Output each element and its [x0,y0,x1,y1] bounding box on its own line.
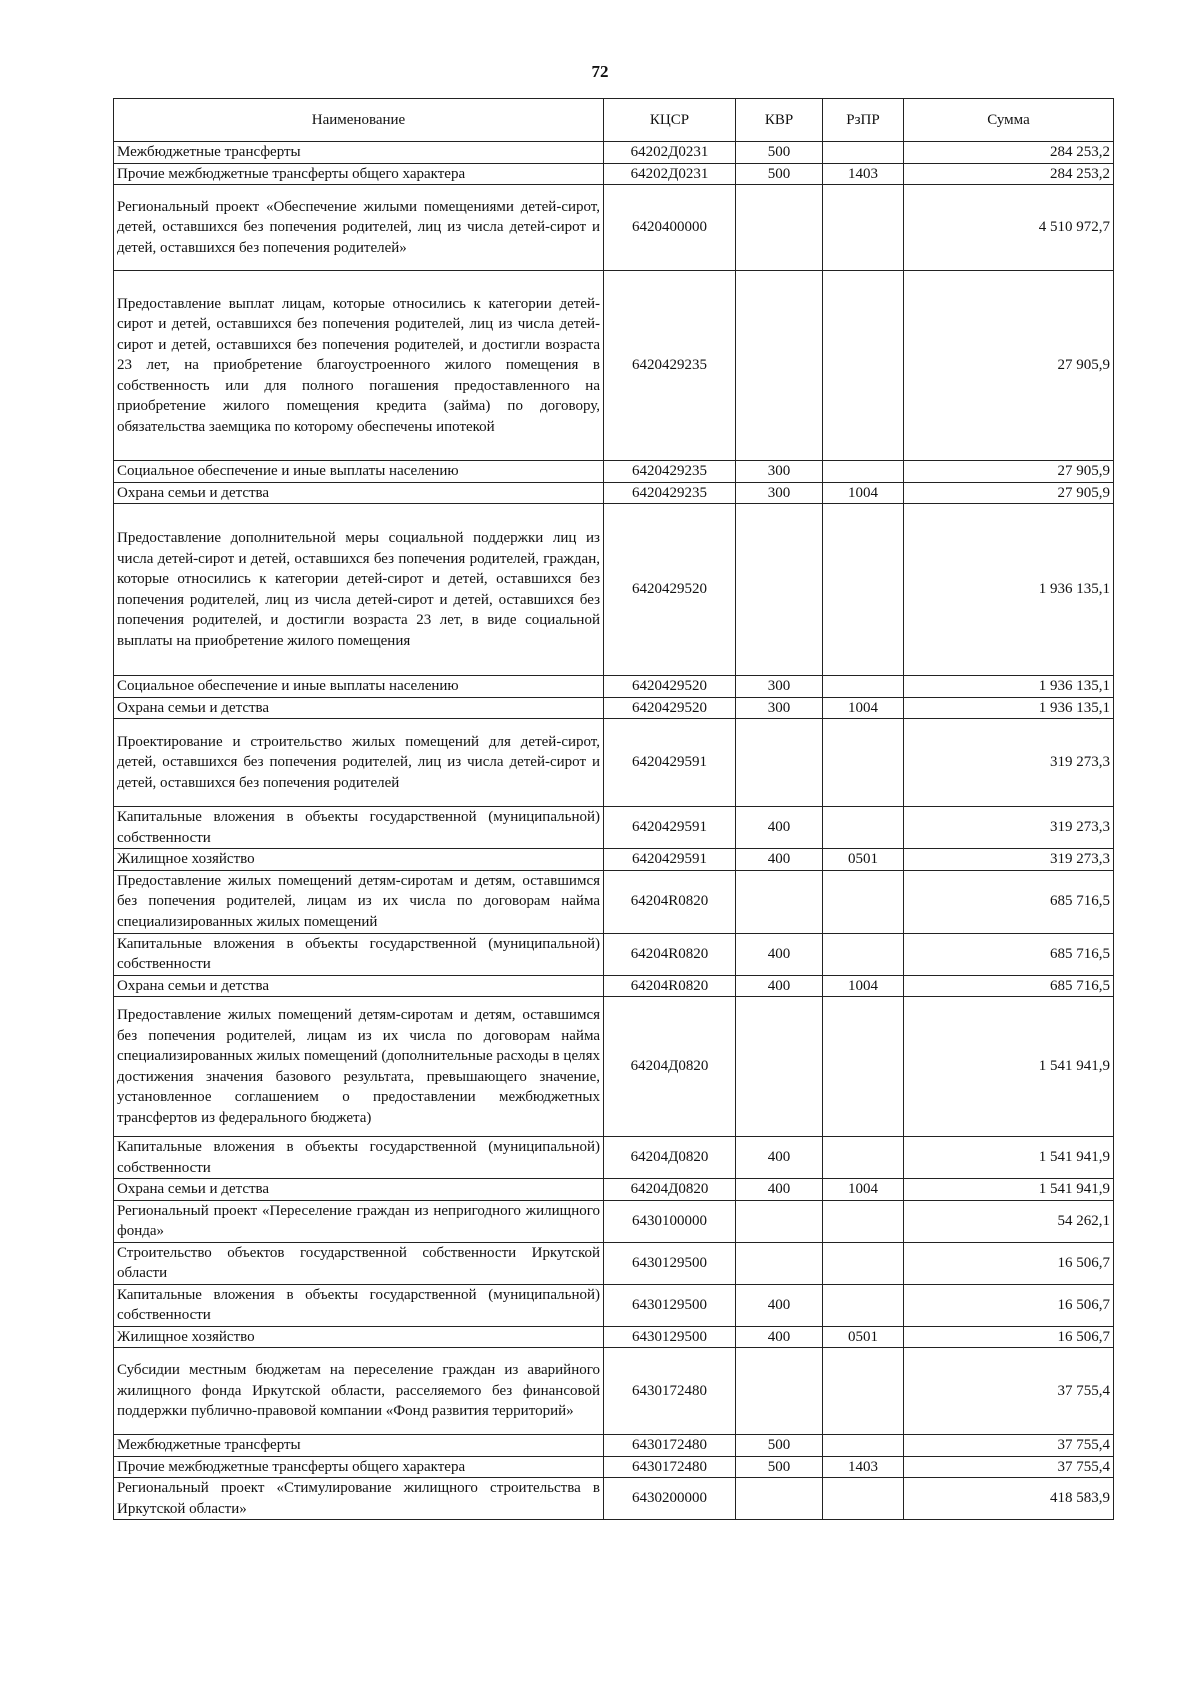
cell-sum: 27 905,9 [904,271,1114,461]
cell-sum: 16 506,7 [904,1284,1114,1326]
cell-rzpr: 0501 [823,849,904,871]
cell-name: Предоставление дополнительной меры социальной поддержки лиц из числа детей-сирот и детей, оставшихся без попечения родителей, граждан, которые относились к категории детей-сирот и детей, оставшихся без попечения родителей, лиц из числа детей-сирот и детей, оставшихся без попечения родителей, и достигли возраста 23 лет, в виде социальной выплаты на приобретение жилого помещения [114,504,604,676]
cell-kvr: 500 [736,142,823,164]
cell-kvr [736,504,823,676]
header-kvr: КВР [736,99,823,142]
cell-rzpr: 1004 [823,1179,904,1201]
table-row [114,504,1114,676]
cell-kcsr: 6420429235 [604,482,736,504]
cell-name: Социальное обеспечение и иные выплаты населению [114,676,604,698]
cell-kcsr: 6430172480 [604,1456,736,1478]
cell-kvr: 300 [736,697,823,719]
budget-table-body [114,142,1114,1520]
table-row [114,1242,1114,1284]
table-row [114,461,1114,483]
cell-kcsr: 6430129500 [604,1326,736,1348]
cell-rzpr [823,997,904,1137]
cell-name: Прочие межбюджетные трансферты общего характера [114,163,604,185]
cell-rzpr [823,807,904,849]
cell-name: Межбюджетные трансферты [114,142,604,164]
cell-kvr: 400 [736,807,823,849]
table-row [114,676,1114,698]
table-row [114,1326,1114,1348]
table-row [114,142,1114,164]
cell-rzpr [823,142,904,164]
cell-rzpr [823,461,904,483]
cell-kcsr: 6430129500 [604,1242,736,1284]
cell-rzpr [823,933,904,975]
cell-rzpr [823,676,904,698]
cell-kcsr: 64202Д0231 [604,142,736,164]
cell-kvr [736,271,823,461]
cell-rzpr [823,271,904,461]
cell-sum: 685 716,5 [904,933,1114,975]
cell-name: Капитальные вложения в объекты государственной (муниципальной) собственности [114,933,604,975]
cell-kvr: 300 [736,482,823,504]
cell-rzpr [823,1242,904,1284]
cell-name: Межбюджетные трансферты [114,1435,604,1457]
table-row [114,719,1114,807]
cell-kcsr: 6430200000 [604,1478,736,1520]
cell-name: Региональный проект «Обеспечение жилыми помещениями детей-сирот, детей, оставшихся без попечения родителей, лиц из числа детей-сирот и детей, оставшихся без попечения родителей» [114,185,604,271]
table-row [114,482,1114,504]
table-row [114,933,1114,975]
cell-kvr: 300 [736,461,823,483]
cell-sum: 1 541 941,9 [904,1179,1114,1201]
cell-sum: 27 905,9 [904,461,1114,483]
cell-rzpr: 1403 [823,163,904,185]
cell-kcsr: 6420400000 [604,185,736,271]
cell-kcsr: 6420429235 [604,271,736,461]
cell-rzpr: 0501 [823,1326,904,1348]
cell-kvr: 400 [736,1326,823,1348]
cell-kvr: 400 [736,1137,823,1179]
table-row [114,1348,1114,1435]
page-number: 72 [591,62,609,81]
cell-kvr [736,1242,823,1284]
table-row [114,849,1114,871]
cell-sum: 37 755,4 [904,1456,1114,1478]
cell-sum: 284 253,2 [904,142,1114,164]
table-header-row [114,99,1114,142]
cell-name: Охрана семьи и детства [114,1179,604,1201]
cell-kcsr: 6420429235 [604,461,736,483]
cell-kcsr: 64204Д0820 [604,997,736,1137]
cell-kcsr: 6430172480 [604,1348,736,1435]
cell-name: Жилищное хозяйство [114,1326,604,1348]
cell-name: Предоставление жилых помещений детям-сиротам и детям, оставшимся без попечения родителей, лицам из их числа по договорам найма специализированных жилых помещений [114,870,604,933]
table-row [114,185,1114,271]
table-row [114,1284,1114,1326]
cell-name: Охрана семьи и детства [114,482,604,504]
cell-rzpr [823,1478,904,1520]
table-row [114,697,1114,719]
cell-sum: 54 262,1 [904,1200,1114,1242]
cell-kcsr: 6420429520 [604,697,736,719]
cell-rzpr [823,1200,904,1242]
cell-kvr: 300 [736,676,823,698]
cell-rzpr [823,1348,904,1435]
cell-kcsr: 64204R0820 [604,975,736,997]
cell-kvr [736,870,823,933]
cell-name: Региональный проект «Переселение граждан из непригодного жилищного фонда» [114,1200,604,1242]
cell-rzpr: 1004 [823,697,904,719]
cell-sum: 37 755,4 [904,1435,1114,1457]
header-kcsr: КЦСР [604,99,736,142]
cell-sum: 37 755,4 [904,1348,1114,1435]
cell-sum: 319 273,3 [904,807,1114,849]
cell-kvr [736,1348,823,1435]
cell-name: Охрана семьи и детства [114,975,604,997]
cell-sum: 1 936 135,1 [904,697,1114,719]
cell-name: Капитальные вложения в объекты государственной (муниципальной) собственности [114,1284,604,1326]
cell-kvr: 400 [736,1284,823,1326]
cell-kcsr: 6420429591 [604,719,736,807]
cell-sum: 1 936 135,1 [904,676,1114,698]
header-name: Наименование [114,99,604,142]
cell-kcsr: 64202Д0231 [604,163,736,185]
cell-kcsr: 6420429520 [604,504,736,676]
cell-rzpr [823,504,904,676]
cell-kcsr: 6420429591 [604,807,736,849]
table-row [114,271,1114,461]
cell-sum: 319 273,3 [904,849,1114,871]
table-row [114,997,1114,1137]
cell-kvr [736,1478,823,1520]
cell-rzpr [823,185,904,271]
cell-rzpr [823,1435,904,1457]
cell-rzpr: 1004 [823,975,904,997]
cell-name: Социальное обеспечение и иные выплаты населению [114,461,604,483]
cell-kvr: 400 [736,933,823,975]
cell-sum: 685 716,5 [904,975,1114,997]
cell-name: Охрана семьи и детства [114,697,604,719]
header-rzpr: РзПР [823,99,904,142]
cell-rzpr [823,1284,904,1326]
cell-sum: 16 506,7 [904,1242,1114,1284]
table-row [114,1137,1114,1179]
cell-rzpr [823,870,904,933]
cell-sum: 16 506,7 [904,1326,1114,1348]
cell-kcsr: 64204Д0820 [604,1137,736,1179]
budget-table [113,98,1114,1520]
cell-name: Прочие межбюджетные трансферты общего характера [114,1456,604,1478]
table-row [114,1456,1114,1478]
cell-kcsr: 6420429520 [604,676,736,698]
table-row [114,1200,1114,1242]
table-row [114,163,1114,185]
cell-kcsr: 64204R0820 [604,933,736,975]
table-row [114,870,1114,933]
cell-name: Региональный проект «Стимулирование жилищного строительства в Иркутской области» [114,1478,604,1520]
cell-name: Проектирование и строительство жилых помещений для детей-сирот, детей, оставшихся без попечения родителей, лиц из числа детей-сирот и детей, оставшихся без попечения родителей [114,719,604,807]
cell-sum: 1 541 941,9 [904,997,1114,1137]
cell-kcsr: 6420429591 [604,849,736,871]
cell-kvr: 400 [736,849,823,871]
cell-kcsr: 64204R0820 [604,870,736,933]
cell-kvr [736,1200,823,1242]
cell-sum: 27 905,9 [904,482,1114,504]
cell-sum: 1 541 941,9 [904,1137,1114,1179]
cell-kvr: 400 [736,975,823,997]
cell-rzpr: 1004 [823,482,904,504]
cell-sum: 418 583,9 [904,1478,1114,1520]
cell-name: Капитальные вложения в объекты государственной (муниципальной) собственности [114,807,604,849]
table-row [114,1179,1114,1201]
cell-name: Предоставление выплат лицам, которые относились к категории детей-сирот и детей, оставшихся без попечения родителей, лиц из числа детей-сирот и детей, оставшихся без попечения родителей, и достигли возраста 23 лет, на приобретение благоустроенного жилого помещения в собственность или для полного погашения предоставленного на приобретение жилого помещения кредита (займа) по договору, обязательства заемщика по которому обеспечены ипотекой [114,271,604,461]
header-sum: Сумма [904,99,1114,142]
cell-kvr: 500 [736,1456,823,1478]
cell-sum: 685 716,5 [904,870,1114,933]
table-row [114,1478,1114,1520]
cell-kvr: 500 [736,1435,823,1457]
cell-sum: 319 273,3 [904,719,1114,807]
cell-kcsr: 64204Д0820 [604,1179,736,1201]
table-row [114,1435,1114,1457]
cell-name: Жилищное хозяйство [114,849,604,871]
cell-kcsr: 6430129500 [604,1284,736,1326]
cell-sum: 1 936 135,1 [904,504,1114,676]
cell-sum: 284 253,2 [904,163,1114,185]
table-row [114,975,1114,997]
cell-kcsr: 6430100000 [604,1200,736,1242]
cell-name: Капитальные вложения в объекты государственной (муниципальной) собственности [114,1137,604,1179]
cell-kvr: 400 [736,1179,823,1201]
cell-rzpr [823,1137,904,1179]
cell-name: Субсидии местным бюджетам на переселение граждан из аварийного жилищного фонда Иркутской области, расселяемого без финансовой поддержки публично-правовой компании «Фонд развития территорий» [114,1348,604,1435]
table-row [114,807,1114,849]
cell-name: Строительство объектов государственной собственности Иркутской области [114,1242,604,1284]
cell-kvr [736,719,823,807]
cell-rzpr [823,719,904,807]
cell-name: Предоставление жилых помещений детям-сиротам и детям, оставшимся без попечения родителей, лицам из их числа по договорам найма специализированных жилых помещений (дополнительные расходы в целях достижения значения базового результата, превышающего значение, установленное соглашением о предоставлении межбюджетных трансфертов из федерального бюджета) [114,997,604,1137]
cell-kvr [736,185,823,271]
cell-rzpr: 1403 [823,1456,904,1478]
cell-sum: 4 510 972,7 [904,185,1114,271]
cell-kvr: 500 [736,163,823,185]
cell-kcsr: 6430172480 [604,1435,736,1457]
cell-kvr [736,997,823,1137]
